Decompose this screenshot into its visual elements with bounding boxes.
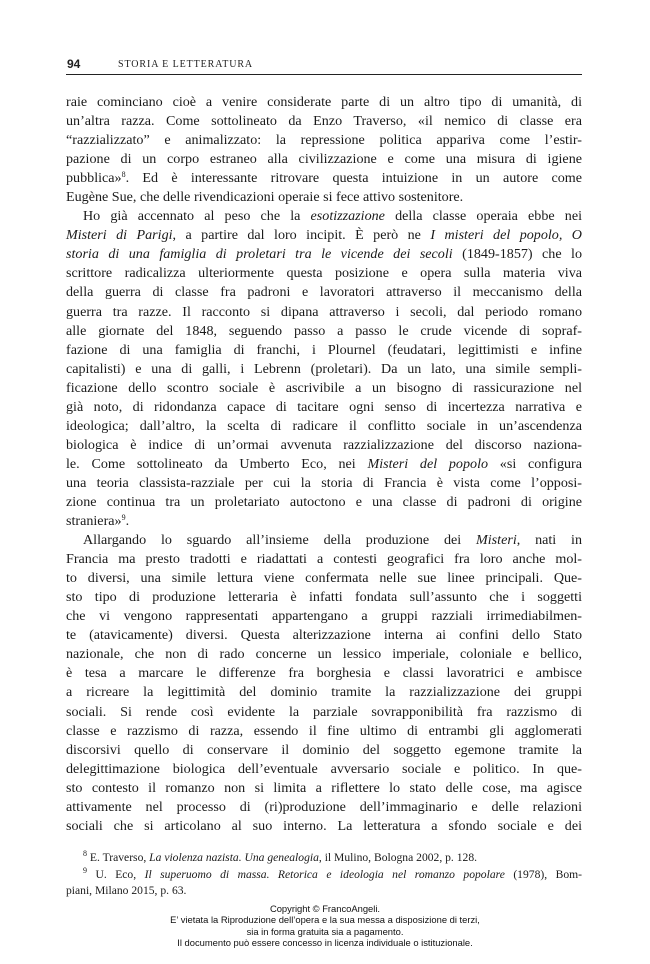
text-line bbox=[66, 493, 582, 512]
text-line bbox=[66, 531, 582, 550]
text-segment: sociali. Si rende così evidente la parziale sovrapponibilità fra razzismo di bbox=[66, 703, 582, 720]
footnote-line bbox=[66, 883, 582, 900]
text-segment: nazionale, che non di rado concerne un lessico imperiale, coloniale e bellico, bbox=[66, 646, 582, 663]
text-segment: «si configura bbox=[488, 455, 582, 472]
text-segment: pazione di un corpo estraneo alla civilizzazione e come una misura di igiene bbox=[66, 151, 582, 168]
text-segment: della guerra di classe fra padroni e lavoratori attraverso il meccanismo della bbox=[66, 284, 582, 301]
text-segment: sto contesto il romanzo non si limita a riflettere lo stato delle cose, ma agisce bbox=[66, 779, 582, 796]
text-line bbox=[66, 798, 582, 817]
copyright-line: sia in forma gratuita sia a pagamento. bbox=[246, 925, 404, 937]
text-line bbox=[66, 703, 582, 722]
footnote-marker: 8 bbox=[83, 849, 87, 858]
text-line bbox=[66, 283, 582, 302]
text-segment: Allargando lo sguardo all’insieme della produzione dei bbox=[83, 532, 477, 549]
text-line bbox=[66, 150, 582, 169]
text-segment: Eugène Sue, che delle rivendicazioni operaie si fece attivo sostenitore. bbox=[66, 189, 464, 206]
copyright-notice bbox=[0, 903, 650, 948]
text-segment: (1978), Bom- bbox=[504, 867, 582, 881]
text-line bbox=[66, 131, 582, 150]
text-segment: alle giornate del 1848, seguendo passo a passo le crude vicende di sopraf- bbox=[66, 322, 582, 339]
text-segment: E. Traverso, bbox=[87, 851, 150, 864]
italic-title: La violenza nazista. Una genealogia bbox=[149, 851, 319, 864]
text-segment: sto tipo di produzione letteraria è infatti fondata sull’assunto che i soggetti bbox=[66, 589, 582, 606]
text-segment: le. Come sottolineato da Umberto Eco, nei bbox=[66, 455, 368, 472]
text-line bbox=[66, 664, 582, 683]
text-segment: classe e razzismo di razza, essendo il fine ultimo di entrambi gli agglomerati bbox=[66, 722, 582, 739]
text-line bbox=[66, 112, 582, 131]
text-line bbox=[66, 588, 582, 607]
italic-title: I misteri del popolo, O bbox=[430, 227, 582, 244]
text-segment: a ricreare la legittimità del dominio tramite la razzializzazione dei gruppi bbox=[66, 684, 582, 701]
footnote-line bbox=[66, 850, 582, 867]
text-line bbox=[66, 455, 582, 474]
text-line bbox=[66, 226, 582, 245]
text-segment: discorsivi quello di conservare il dominio del soggetto egemone tramite la bbox=[66, 741, 582, 758]
text-segment: un’altra razza. Come sottolineato da Enzo Traverso, «il nemico di classe era bbox=[66, 113, 582, 130]
running-title: STORIA E LETTERATURA bbox=[118, 59, 254, 70]
text-segment: già noto, di ridondanza capace di tacitare ogni senso di incertezza narrativa e bbox=[66, 398, 582, 415]
text-segment: ficazione dello scontro sociale è ascrivibile a un bisogno di rassicurazione nel bbox=[66, 379, 582, 396]
text-line bbox=[66, 607, 582, 626]
text-segment: , il Mulino, Bologna 2002, p. 128. bbox=[318, 851, 478, 864]
text-line bbox=[66, 474, 582, 493]
text-line bbox=[66, 303, 582, 322]
text-line bbox=[66, 207, 582, 226]
copyright-line: E’ vietata la Riproduzione dell’opera e la sua messa a disposizione di terzi, bbox=[170, 914, 480, 926]
text-line bbox=[66, 93, 582, 112]
footnote-line bbox=[66, 867, 582, 884]
copyright-line: Il documento può essere concesso in licenza individuale o istituzionale. bbox=[177, 936, 473, 948]
text-line bbox=[66, 417, 582, 436]
text-segment: zione continua tra un proletariato autoctono e una classe di padroni di origine bbox=[66, 493, 582, 510]
text-line bbox=[66, 626, 582, 645]
text-line bbox=[66, 360, 582, 379]
text-segment: della classe operaia ebbe nei bbox=[384, 208, 582, 225]
text-segment: Francia ma presto tradotti e riadattati a contesti geografici fra loro anche mol- bbox=[66, 551, 582, 568]
text-segment: (1849-1857) che lo bbox=[452, 246, 583, 263]
text-segment: guerra tra razze. Il racconto si dipana attraverso i secoli, dal periodo romano bbox=[66, 303, 582, 320]
text-line bbox=[66, 550, 582, 569]
text-segment: fazione di una famiglia di franchi, i Plournel (feudatari, legittimisti e infine bbox=[66, 341, 582, 358]
text-segment: sociali che si articolano al suo interno. La letteratura a sfondo sociale e dei bbox=[66, 817, 582, 834]
text-line bbox=[66, 741, 582, 760]
text-segment: delegittimazione biologica dell’eventuale avversario sociale e politico. In que- bbox=[66, 760, 582, 777]
text-line bbox=[66, 379, 582, 398]
text-segment: biologica è indice di un’ormai avvenuta razzializzazione del discorso naziona- bbox=[66, 436, 582, 453]
copyright-line: Copyright © FrancoAngeli. bbox=[269, 903, 381, 914]
text-segment: ideologica; dall’altro, la scelta di radicare il conflitto sociale in un’ascendenza bbox=[66, 417, 582, 434]
text-segment: Ho già accennato al peso che la bbox=[83, 208, 311, 225]
text-segment: to diversi, una simile lettura viene confermata nelle sue linee principali. Que- bbox=[66, 570, 582, 587]
text-segment: , a partire dal loro incipit. È però ne bbox=[172, 227, 431, 244]
text-line bbox=[66, 569, 582, 588]
running-header bbox=[66, 58, 582, 75]
footnote-marker: 8 bbox=[121, 170, 126, 180]
text-line bbox=[66, 779, 582, 798]
text-line bbox=[66, 398, 582, 417]
text-segment: capitalisti) e una di galli, i Lebrenn (proletari). Da un lato, una simile sempli- bbox=[66, 360, 582, 377]
text-segment: te (atavicamente) diversi. Questa alterizzazione interna ai confini dello Stato bbox=[66, 627, 582, 644]
text-segment: piani, Milano 2015, p. 63. bbox=[66, 884, 187, 897]
italic-title: Misteri di Parigi bbox=[66, 227, 173, 244]
text-line bbox=[66, 436, 582, 455]
text-line bbox=[66, 341, 582, 360]
italic-title: Misteri del popolo bbox=[367, 455, 489, 472]
italic-title: Misteri bbox=[476, 532, 517, 549]
text-segment: . Ed è interessante ritrovare questa intuizione in un autore come bbox=[125, 170, 582, 187]
italic-title: Il superuomo di massa. Retorica e ideologia nel romanzo popolare bbox=[144, 867, 505, 881]
main-text bbox=[66, 93, 582, 836]
text-line bbox=[66, 169, 582, 188]
text-segment: , nati in bbox=[516, 532, 582, 549]
text-line bbox=[66, 722, 582, 741]
text-segment: U. Eco, bbox=[87, 867, 145, 881]
text-line bbox=[66, 188, 582, 207]
italic-title: storia di una famiglia di proletari tra le vicende dei secoli bbox=[66, 246, 453, 263]
page-number: 94 bbox=[67, 57, 81, 71]
text-segment: pubblica» bbox=[66, 170, 122, 187]
text-line bbox=[66, 264, 582, 283]
text-line bbox=[66, 512, 582, 531]
text-segment: è tesa a marcare le differenze fra borghesia e classi lavoratrici e ambisce bbox=[66, 665, 582, 682]
text-segment: attivamente nel processo di (ri)produzione dell’immaginario e delle relazioni bbox=[66, 798, 582, 815]
text-segment: . bbox=[125, 513, 130, 530]
text-segment: raie cominciano cioè a venire considerate parte di un altro tipo di umanità, di bbox=[66, 94, 582, 110]
text-segment: “razzializzato” e animalizzato: la repressione politica appariva come l’estir- bbox=[66, 132, 582, 149]
text-segment: una teoria classista-razziale per cui la storia di Francia è vista come l’opposi- bbox=[66, 474, 582, 491]
footnote-marker: 9 bbox=[121, 513, 126, 523]
footnote-marker: 9 bbox=[83, 865, 87, 875]
text-line bbox=[66, 645, 582, 664]
text-line bbox=[66, 245, 582, 264]
text-line bbox=[66, 683, 582, 702]
text-line bbox=[66, 322, 582, 341]
text-segment: scrittore radicalizza ulteriormente questa posizione e opera sulla materia viva bbox=[66, 265, 582, 282]
text-line bbox=[66, 760, 582, 779]
text-segment: straniera» bbox=[66, 513, 122, 530]
italic-title: esotizzazione bbox=[310, 208, 385, 225]
footnotes bbox=[66, 850, 582, 900]
text-line bbox=[66, 817, 582, 836]
text-segment: che vi vengono rappresentati appartengano a gruppi razziali irrimediabilmen- bbox=[66, 608, 582, 625]
